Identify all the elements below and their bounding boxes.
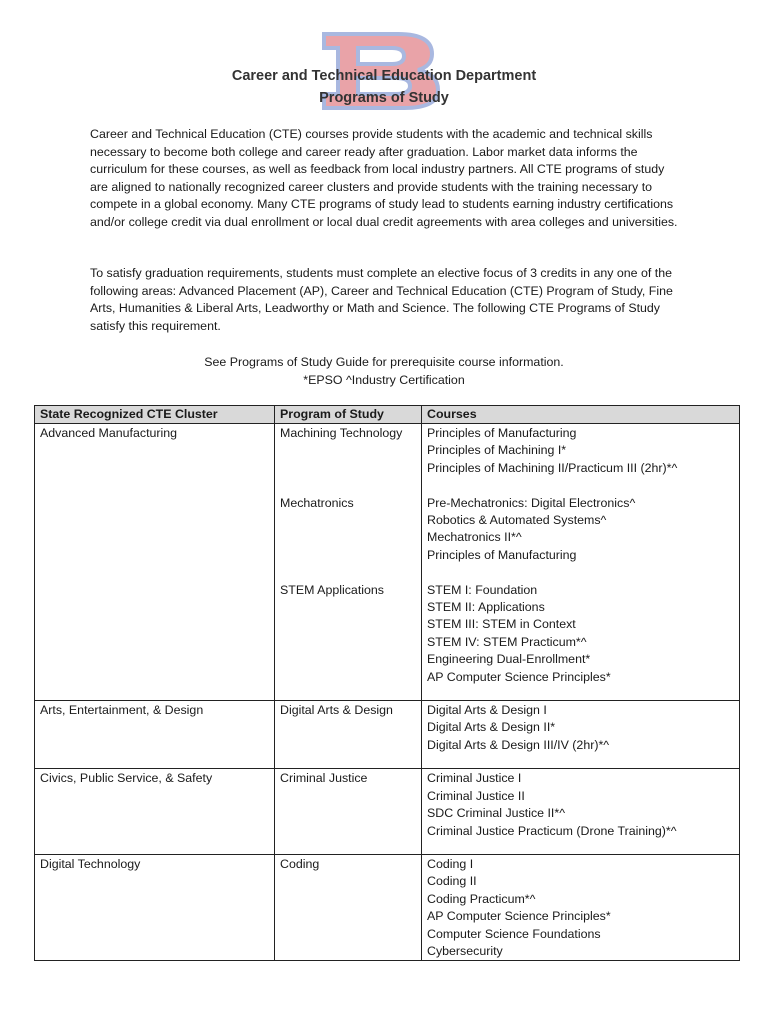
program-name: STEM Applications <box>280 582 384 597</box>
table-row <box>35 424 740 701</box>
header-courses: Courses <box>422 406 740 424</box>
course-item: Digital Arts & Design I <box>427 703 547 718</box>
guide-note: See Programs of Study Guide for prerequisite course information. <box>204 355 564 369</box>
table-row <box>35 701 740 769</box>
program-name: Coding <box>280 856 320 871</box>
cluster-name: Digital Technology <box>40 856 141 871</box>
program-name: Mechatronics <box>280 495 354 510</box>
course-item: Mechatronics II*^ <box>427 530 522 545</box>
course-item: STEM II: Applications <box>427 600 545 615</box>
requirements-paragraph: To satisfy graduation requirements, students must complete an elective focus of 3 credits in any one of the following areas: Advanced Placement (AP), Career and Technical Education (CTE) Program of Study, Fine Arts, Humanities & Liberal Arts, Leadworthy or Math and Science. The following CTE Programs of Study satisfy this requirement. <box>90 266 673 333</box>
cluster-cell <box>35 701 275 769</box>
course-item: STEM IV: STEM Practicum*^ <box>427 634 587 649</box>
cluster-cell <box>35 854 275 960</box>
course-item: Criminal Justice Practicum (Drone Training)*^ <box>427 823 677 838</box>
course-item: Criminal Justice I <box>427 771 522 786</box>
cluster-cell <box>35 769 275 855</box>
program-name: Digital Arts & Design <box>280 703 393 718</box>
courses-cell <box>422 701 740 769</box>
course-item: Coding I <box>427 856 474 871</box>
course-item: Digital Arts & Design II* <box>427 720 556 735</box>
header-program: Program of Study <box>275 406 422 424</box>
cluster-name: Advanced Manufacturing <box>40 426 178 440</box>
cluster-name: Arts, Entertainment, & Design <box>40 703 204 718</box>
course-item: Computer Science Foundations <box>427 926 601 941</box>
course-item: Pre-Mechatronics: Digital Electronics^ <box>427 495 636 510</box>
course-item: SDC Criminal Justice II*^ <box>427 806 566 821</box>
course-item: Principles of Manufacturing <box>427 547 577 562</box>
page-subtitle: Programs of Study <box>319 90 449 106</box>
program-cell <box>275 769 422 855</box>
program-cell <box>275 424 422 701</box>
programs-table <box>34 405 740 961</box>
cluster-cell <box>35 424 275 701</box>
course-item: STEM I: Foundation <box>427 582 538 597</box>
course-item: STEM III: STEM in Context <box>427 617 576 632</box>
course-item: AP Computer Science Principles* <box>427 909 611 924</box>
program-name: Machining Technology <box>280 426 403 440</box>
course-item: Principles of Machining II/Practicum III (2hr)*^ <box>427 460 678 475</box>
course-item: Digital Arts & Design III/IV (2hr)*^ <box>427 737 610 752</box>
course-item: Robotics & Automated Systems^ <box>427 513 607 528</box>
course-item: Cybersecurity <box>427 943 503 958</box>
course-item: AP Computer Science Principles* <box>427 669 611 684</box>
program-cell <box>275 854 422 960</box>
program-name: Criminal Justice <box>280 771 368 786</box>
page-title: Career and Technical Education Department <box>231 68 537 84</box>
courses-cell <box>422 424 740 701</box>
table-header-row <box>35 406 740 424</box>
course-item: Principles of Manufacturing <box>427 426 577 440</box>
course-item: Coding II <box>427 874 477 889</box>
program-cell <box>275 701 422 769</box>
courses-cell <box>422 769 740 855</box>
course-item: Principles of Machining I* <box>427 443 567 458</box>
course-item: Criminal Justice II <box>427 788 525 803</box>
table-row <box>35 769 740 855</box>
intro-paragraph: Career and Technical Education (CTE) courses provide students with the academic and technical skills necessary to become both college and career ready after graduation. Labor market data informs the curriculum for these courses, as well as feedback from local industry partners. All CTE programs of study are aligned to nationally recognized career clusters and provide students with the training necessary to compete in a global economy. Many CTE programs of study lead to students earning industry certifications and/or college credit via dual enrollment or local dual credit agreements with area colleges and universities. <box>90 127 678 229</box>
table-row <box>35 854 740 960</box>
cluster-name: Civics, Public Service, & Safety <box>40 771 213 786</box>
courses-cell <box>422 854 740 960</box>
course-item: Engineering Dual-Enrollment* <box>427 652 591 667</box>
header-cluster: State Recognized CTE Cluster <box>35 406 275 424</box>
course-item: Coding Practicum*^ <box>427 891 536 906</box>
legend-note: *EPSO ^Industry Certification <box>303 373 465 387</box>
